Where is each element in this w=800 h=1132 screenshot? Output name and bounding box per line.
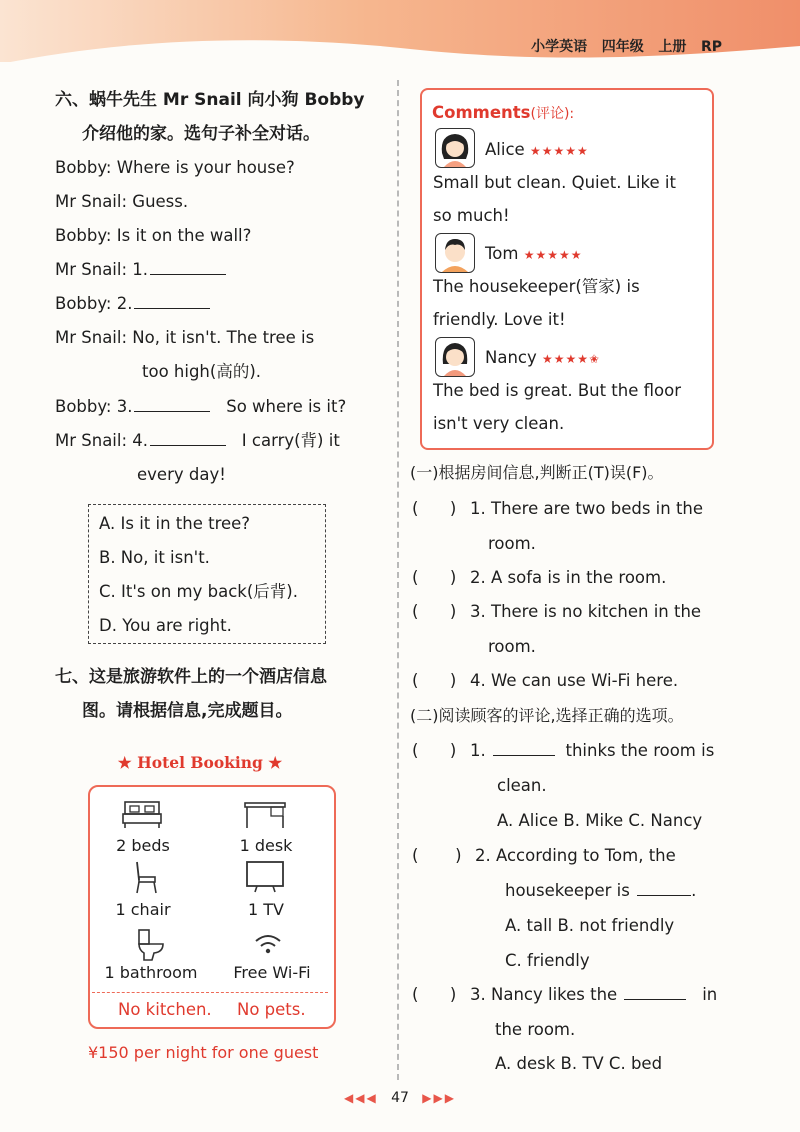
section7-title-line1: 七、这是旅游软件上的一个酒店信息 [55, 667, 327, 687]
avatar-nancy [435, 337, 475, 377]
p1-question1-cont: room. [488, 534, 536, 553]
column-divider [397, 80, 399, 1080]
p2-question3: 3. Nancy likes the in [470, 985, 718, 1004]
prev-arrows-icon: ◀◀◀ [344, 1091, 378, 1105]
rating-stars: ★★★★★ [529, 144, 589, 158]
header-grade: 四年级 [601, 39, 644, 55]
amenity-tv: 1 TV [248, 900, 284, 919]
p2-question2: 2. According to Tom, the [475, 846, 676, 865]
girl-avatar-icon [436, 338, 474, 376]
p1-question4: 4. We can use Wi-Fi here. [470, 671, 679, 690]
answer-blank-p2q3[interactable] [624, 985, 686, 1000]
answer-paren-p2q1[interactable]: ( ) [412, 741, 457, 760]
amenity-chair: 1 chair [115, 900, 171, 919]
p2-question2-options: A. tall B. not friendly [505, 916, 675, 935]
answer-blank-p2q1[interactable] [493, 741, 555, 756]
options-box [88, 504, 326, 644]
comment-text: friendly. Love it! [433, 310, 566, 329]
option-d: D. You are right. [99, 616, 232, 635]
header-volume: 上册 [658, 39, 687, 55]
tv-icon [245, 860, 285, 894]
header-edition: RP [700, 39, 722, 55]
part1-title: (一)根据房间信息,判断正(T)误(F)。 [410, 463, 664, 482]
answer-paren-p1q1[interactable]: ( ) [412, 499, 457, 518]
page-footer [0, 1090, 800, 1106]
no-kitchen-note: No kitchen. [118, 1000, 212, 1019]
comment-text: isn't very clean. [433, 414, 565, 433]
chair-icon [130, 860, 160, 894]
avatar-tom [435, 233, 475, 273]
wifi-icon [253, 932, 283, 956]
p1-question2: 2. A sofa is in the room. [470, 568, 667, 587]
p2-question3-cont: the room. [495, 1020, 576, 1039]
section7-title-line2: 图。请根据信息,完成题目。 [82, 701, 293, 721]
hotel-divider [92, 992, 328, 993]
answer-paren-p1q3[interactable]: ( ) [412, 602, 457, 621]
rating-stars: ★★★★★ [523, 248, 583, 262]
amenity-desk: 1 desk [239, 836, 293, 855]
dialog-line: Mr Snail: Guess. [55, 192, 189, 211]
comment-text: so much! [433, 206, 510, 225]
comment-text: The bed is great. But the floor [433, 381, 681, 400]
answer-blank-2[interactable] [134, 294, 210, 309]
p2-question3-options: A. desk B. TV C. bed [495, 1054, 663, 1073]
p1-question1: 1. There are two beds in the [470, 499, 704, 518]
amenity-beds: 2 beds [116, 836, 170, 855]
amenity-bathroom: 1 bathroom [104, 963, 198, 982]
p1-question3-cont: room. [488, 637, 536, 656]
p2-question1-cont: clean. [497, 776, 547, 795]
dialog-line: Mr Snail: No, it isn't. The tree is [55, 328, 315, 347]
p2-question2-cont: housekeeper is . [505, 881, 697, 900]
dialog-line: too high(高的). [142, 362, 261, 381]
option-a: A. Is it in the tree? [99, 514, 251, 533]
p2-question2-options: C. friendly [505, 951, 590, 970]
girl-avatar-icon [436, 129, 474, 167]
no-pets-note: No pets. [237, 1000, 306, 1019]
header-label [531, 36, 722, 56]
section6-title-line1: 六、蜗牛先生 Mr Snail 向小狗 Bobby [55, 90, 365, 110]
next-arrows-icon: ▶▶▶ [422, 1091, 456, 1105]
answer-paren-p2q2[interactable]: ( ) [412, 846, 462, 865]
dialog-line-blank4: Mr Snail: 4. I carry(背) it [55, 431, 340, 450]
hotel-price: ¥150 per night for one guest [88, 1043, 319, 1062]
commenter-alice: Alice ★★★★★ [485, 140, 589, 159]
part2-title: (二)阅读顾客的评论,选择正确的选项。 [410, 706, 684, 725]
dialog-line: every day! [137, 465, 226, 484]
commenter-nancy: Nancy ★★★★✬ [485, 348, 601, 367]
option-b: B. No, it isn't. [99, 548, 210, 567]
section6-title-line2: 介绍他的家。选句子补全对话。 [82, 124, 320, 144]
answer-paren-p2q3[interactable]: ( ) [412, 985, 457, 1004]
answer-paren-p1q4[interactable]: ( ) [412, 671, 457, 690]
option-c: C. It's on my back(后背). [99, 582, 298, 601]
bed-icon [122, 800, 162, 830]
answer-paren-p1q2[interactable]: ( ) [412, 568, 457, 587]
dialog-line: Bobby: Where is your house? [55, 158, 295, 177]
header-subject: 小学英语 [531, 39, 588, 55]
avatar-alice [435, 128, 475, 168]
page-number: 47 [391, 1090, 409, 1106]
answer-blank-3[interactable] [134, 397, 210, 412]
dialog-line: Bobby: Is it on the wall? [55, 226, 252, 245]
answer-blank-4[interactable] [150, 431, 226, 446]
p2-question1: 1. thinks the room is [470, 741, 715, 760]
rating-stars: ★★★★✬ [542, 352, 601, 366]
comment-text: The housekeeper(管家) is [433, 277, 640, 296]
comment-text: Small but clean. Quiet. Like it [433, 173, 676, 192]
p2-question1-options: A. Alice B. Mike C. Nancy [497, 811, 703, 830]
dialog-line-blank3: Bobby: 3. So where is it? [55, 397, 347, 416]
amenity-wifi: Free Wi-Fi [233, 963, 311, 982]
answer-blank-p2q2[interactable] [637, 881, 691, 896]
hotel-booking-title: ★ Hotel Booking ★ [117, 753, 283, 772]
p1-question3: 3. There is no kitchen in the [470, 602, 702, 621]
toilet-icon [136, 928, 166, 962]
commenter-tom: Tom ★★★★★ [485, 244, 583, 263]
dialog-line-blank2: Bobby: 2. [55, 294, 210, 314]
answer-blank-1[interactable] [150, 260, 226, 275]
comments-title: Comments(评论): [432, 103, 575, 122]
dialog-line-blank1: Mr Snail: 1. [55, 260, 226, 280]
desk-icon [243, 800, 287, 830]
boy-avatar-icon [436, 234, 474, 272]
